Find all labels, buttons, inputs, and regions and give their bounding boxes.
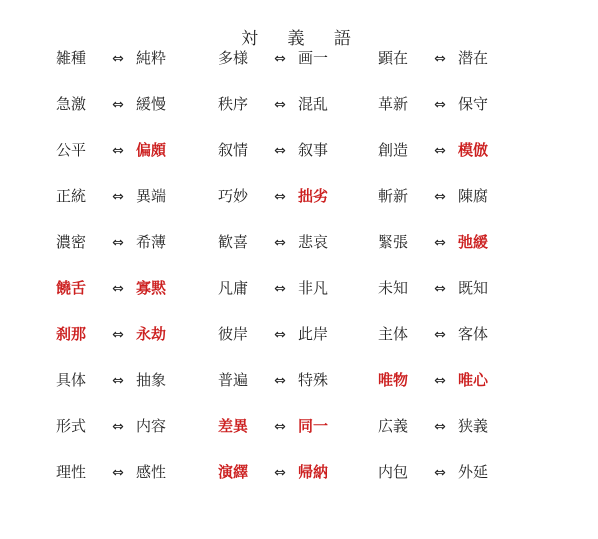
word-right: 陳腐 — [458, 187, 489, 205]
word-left: 普遍 — [218, 371, 249, 389]
antonym-pair — [218, 322, 342, 346]
word-left: 革新 — [378, 95, 409, 113]
antonym-row — [56, 184, 576, 230]
antonym-pair — [378, 368, 502, 392]
double-arrow-icon: ⇔ — [434, 97, 446, 113]
word-right: 叙事 — [298, 141, 329, 159]
double-arrow-icon: ⇔ — [112, 97, 124, 113]
antonym-pair — [56, 92, 180, 116]
word-right: 拙劣 — [298, 187, 329, 205]
word-right: 抽象 — [136, 371, 167, 389]
word-right: 緩慢 — [136, 95, 167, 113]
word-left: 正統 — [56, 187, 87, 205]
word-right: 非凡 — [298, 279, 329, 297]
double-arrow-icon: ⇔ — [274, 373, 286, 389]
word-right: 同一 — [298, 417, 329, 435]
double-arrow-icon: ⇔ — [434, 235, 446, 251]
word-left: 緊張 — [378, 233, 409, 251]
antonym-pair — [56, 46, 180, 70]
word-left: 刹那 — [56, 325, 87, 343]
antonym-pair — [218, 184, 342, 208]
antonym-pair — [56, 322, 180, 346]
word-right: 模倣 — [458, 141, 489, 159]
antonym-row — [56, 368, 576, 414]
word-left: 演繹 — [218, 463, 249, 481]
word-left: 巧妙 — [218, 187, 249, 205]
word-left: 形式 — [56, 417, 87, 435]
double-arrow-icon: ⇔ — [274, 419, 286, 435]
double-arrow-icon: ⇔ — [434, 465, 446, 481]
double-arrow-icon: ⇔ — [112, 235, 124, 251]
double-arrow-icon: ⇔ — [112, 143, 124, 159]
double-arrow-icon: ⇔ — [434, 327, 446, 343]
antonym-pair — [218, 138, 342, 162]
word-right: 此岸 — [298, 325, 329, 343]
antonym-pair — [218, 46, 342, 70]
antonym-pair — [56, 184, 180, 208]
word-left: 内包 — [378, 463, 409, 481]
double-arrow-icon: ⇔ — [112, 419, 124, 435]
double-arrow-icon: ⇔ — [112, 189, 124, 205]
word-right: 寡黙 — [136, 279, 167, 297]
word-left: 急激 — [56, 95, 87, 113]
antonym-pair — [378, 184, 502, 208]
word-right: 希薄 — [136, 233, 167, 251]
antonym-row — [56, 230, 576, 276]
antonym-pair — [378, 460, 502, 484]
double-arrow-icon: ⇔ — [434, 51, 446, 67]
antonym-pair — [56, 276, 180, 300]
word-right: 混乱 — [298, 95, 329, 113]
antonym-pair — [378, 276, 502, 300]
double-arrow-icon: ⇔ — [434, 143, 446, 159]
word-right: 唯心 — [458, 371, 489, 389]
antonym-pair — [56, 414, 180, 438]
double-arrow-icon: ⇔ — [434, 419, 446, 435]
antonym-row — [56, 322, 576, 368]
antonym-grid — [56, 46, 576, 506]
antonym-pair — [378, 414, 502, 438]
antonym-pair — [56, 230, 180, 254]
word-right: 画一 — [298, 49, 329, 67]
antonym-pair — [218, 92, 342, 116]
word-right: 悲哀 — [298, 233, 329, 251]
word-left: 雑種 — [56, 49, 87, 67]
double-arrow-icon: ⇔ — [274, 51, 286, 67]
word-left: 具体 — [56, 371, 87, 389]
word-left: 未知 — [378, 279, 409, 297]
antonym-pair — [378, 230, 502, 254]
antonym-pair — [56, 460, 180, 484]
word-right: 永劫 — [136, 325, 167, 343]
word-right: 偏頗 — [136, 141, 167, 159]
word-left: 顕在 — [378, 49, 409, 67]
double-arrow-icon: ⇔ — [274, 97, 286, 113]
double-arrow-icon: ⇔ — [274, 235, 286, 251]
word-right: 既知 — [458, 279, 489, 297]
double-arrow-icon: ⇔ — [112, 327, 124, 343]
word-right: 異端 — [136, 187, 167, 205]
antonym-row — [56, 46, 576, 92]
double-arrow-icon: ⇔ — [112, 281, 124, 297]
antonym-pair — [218, 276, 342, 300]
antonym-pair — [218, 230, 342, 254]
double-arrow-icon: ⇔ — [434, 281, 446, 297]
word-right: 特殊 — [298, 371, 329, 389]
word-left: 叙情 — [218, 141, 249, 159]
word-right: 純粋 — [136, 49, 167, 67]
double-arrow-icon: ⇔ — [274, 465, 286, 481]
antonym-row — [56, 92, 576, 138]
word-right: 狭義 — [458, 417, 489, 435]
antonym-pair — [56, 138, 180, 162]
double-arrow-icon: ⇔ — [434, 373, 446, 389]
antonym-pair — [218, 460, 342, 484]
word-left: 濃密 — [56, 233, 87, 251]
page-title: 対 義 語 — [241, 29, 363, 49]
antonym-pair — [378, 322, 502, 346]
antonym-row — [56, 138, 576, 184]
antonym-pair — [218, 414, 342, 438]
word-left: 秩序 — [218, 95, 249, 113]
word-left: 唯物 — [378, 371, 409, 389]
word-left: 多様 — [218, 49, 249, 67]
word-right: 弛緩 — [458, 233, 489, 251]
double-arrow-icon: ⇔ — [274, 143, 286, 159]
word-right: 潜在 — [458, 49, 489, 67]
word-left: 歓喜 — [218, 233, 249, 251]
double-arrow-icon: ⇔ — [274, 189, 286, 205]
antonym-row — [56, 460, 576, 506]
word-left: 彼岸 — [218, 325, 249, 343]
word-right: 外延 — [458, 463, 489, 481]
double-arrow-icon: ⇔ — [274, 281, 286, 297]
word-right: 保守 — [458, 95, 489, 113]
antonym-row — [56, 414, 576, 460]
double-arrow-icon: ⇔ — [112, 51, 124, 67]
word-left: 凡庸 — [218, 279, 249, 297]
double-arrow-icon: ⇔ — [112, 373, 124, 389]
word-left: 斬新 — [378, 187, 409, 205]
word-left: 饒舌 — [56, 279, 87, 297]
word-right: 帰納 — [298, 463, 329, 481]
double-arrow-icon: ⇔ — [112, 465, 124, 481]
word-right: 客体 — [458, 325, 489, 343]
double-arrow-icon: ⇔ — [434, 189, 446, 205]
word-left: 主体 — [378, 325, 409, 343]
antonym-pair — [378, 46, 502, 70]
double-arrow-icon: ⇔ — [274, 327, 286, 343]
antonym-pair — [378, 138, 502, 162]
word-right: 内容 — [136, 417, 167, 435]
word-left: 理性 — [56, 463, 87, 481]
word-left: 差異 — [218, 417, 249, 435]
word-left: 創造 — [378, 141, 409, 159]
word-left: 公平 — [56, 141, 87, 159]
word-right: 感性 — [136, 463, 167, 481]
antonym-pair — [218, 368, 342, 392]
word-left: 広義 — [378, 417, 409, 435]
antonym-row — [56, 276, 576, 322]
antonym-pair — [56, 368, 180, 392]
antonym-pair — [378, 92, 502, 116]
